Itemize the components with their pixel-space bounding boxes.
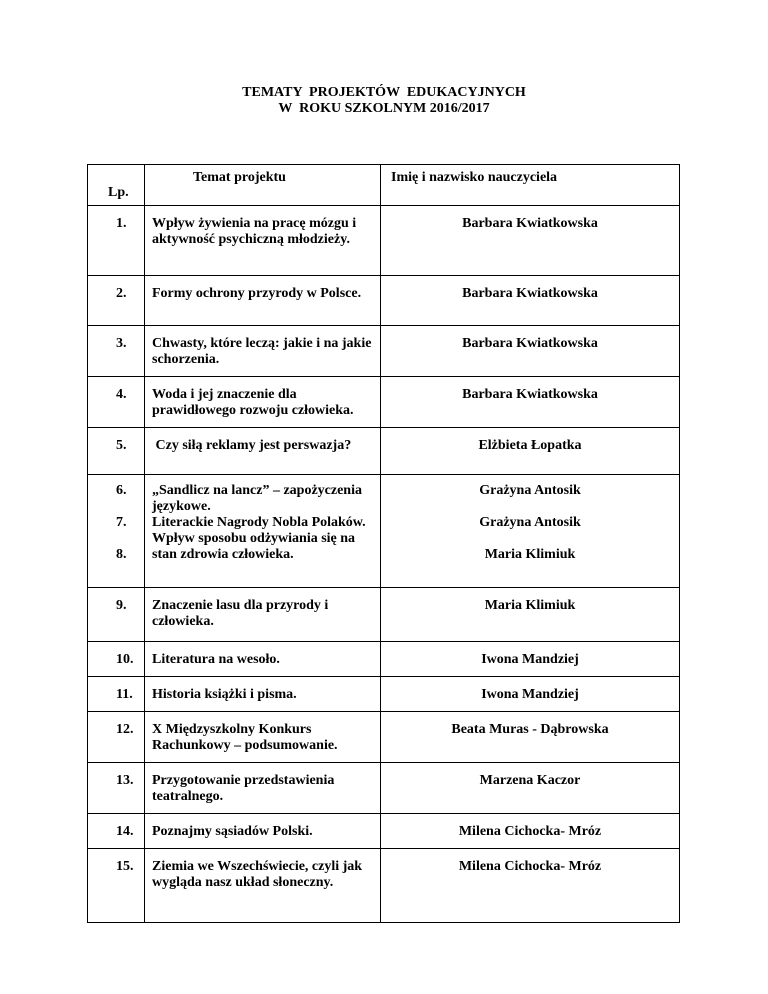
table-row bbox=[88, 276, 680, 326]
table-row bbox=[88, 206, 680, 276]
row-number: 3. bbox=[88, 326, 145, 377]
row-teacher: Beata Muras - Dąbrowska bbox=[381, 712, 680, 763]
row-topic: Wpływ żywienia na pracę mózgu i aktywność psychiczną młodzieży. bbox=[145, 206, 381, 276]
row-number: 1. bbox=[88, 206, 145, 276]
row-teacher: Barbara Kwiatkowska bbox=[381, 206, 680, 276]
row-number: 12. bbox=[88, 712, 145, 763]
row-teacher: Milena Cichocka- Mróz bbox=[381, 849, 680, 923]
row-topic: Znaczenie lasu dla przyrody i człowieka. bbox=[145, 588, 381, 642]
table-row bbox=[88, 763, 680, 814]
table-row bbox=[88, 588, 680, 642]
row-teacher: Milena Cichocka- Mróz bbox=[381, 814, 680, 849]
row-number: 2. bbox=[88, 276, 145, 326]
row-teacher: Elżbieta Łopatka bbox=[381, 428, 680, 475]
row-topic: Chwasty, które leczą: jakie i na jakie schorzenia. bbox=[145, 326, 381, 377]
row-number: 4. bbox=[88, 377, 145, 428]
row-number: 7. bbox=[116, 515, 127, 530]
table-row bbox=[88, 377, 680, 428]
row-teacher: Iwona Mandziej bbox=[381, 642, 680, 677]
row-topic: Poznajmy sąsiadów Polski. bbox=[145, 814, 381, 849]
row-topic: Czy siłą reklamy jest perswazja? bbox=[145, 428, 381, 475]
group-topics bbox=[145, 475, 381, 588]
document-title-line-1: TEMATY PROJEKTÓW EDUKACYJNYCH bbox=[242, 85, 526, 100]
group-numbers bbox=[88, 475, 145, 588]
row-topic: Woda i jej znaczenie dla prawidłowego rozwoju człowieka. bbox=[145, 377, 381, 428]
row-teacher: Barbara Kwiatkowska bbox=[381, 326, 680, 377]
document-title-line-2: W ROKU SZKOLNYM 2016/2017 bbox=[278, 101, 490, 116]
row-teacher: Grażyna Antosik bbox=[479, 483, 581, 498]
row-teacher: Maria Klimiuk bbox=[381, 588, 680, 642]
row-number: 10. bbox=[88, 642, 145, 677]
group-teachers bbox=[381, 475, 680, 588]
row-teacher: Grażyna Antosik bbox=[479, 515, 581, 530]
row-teacher: Iwona Mandziej bbox=[381, 677, 680, 712]
row-topic: Przygotowanie przedstawienia teatralnego. bbox=[145, 763, 381, 814]
table-header-row bbox=[88, 165, 680, 206]
row-topic: Wpływ sposobu odżywiania się na stan zdrowia człowieka. bbox=[152, 531, 356, 562]
column-header-topic: Temat projektu bbox=[145, 165, 381, 206]
row-teacher: Maria Klimiuk bbox=[484, 547, 576, 562]
table-row bbox=[88, 849, 680, 923]
row-number: 8. bbox=[116, 547, 127, 562]
column-header-teacher: Imię i nazwisko nauczyciela bbox=[381, 165, 680, 206]
row-number: 6. bbox=[116, 483, 127, 498]
row-topic: Historia książki i pisma. bbox=[145, 677, 381, 712]
table-row bbox=[88, 814, 680, 849]
row-number: 11. bbox=[88, 677, 145, 712]
table-row bbox=[88, 428, 680, 475]
table-row bbox=[88, 642, 680, 677]
column-header-lp: Lp. bbox=[88, 165, 145, 206]
projects-table bbox=[87, 164, 680, 923]
row-topic: Ziemia we Wszechświecie, czyli jak wygląda nasz układ słoneczny. bbox=[145, 849, 381, 923]
row-number: 9. bbox=[88, 588, 145, 642]
row-number: 13. bbox=[88, 763, 145, 814]
row-topic: X Międzyszkolny Konkurs Rachunkowy – podsumowanie. bbox=[145, 712, 381, 763]
table-row bbox=[88, 712, 680, 763]
row-number: 5. bbox=[88, 428, 145, 475]
row-topic: Literatura na wesoło. bbox=[145, 642, 381, 677]
row-topic: Literackie Nagrody Nobla Polaków. bbox=[152, 515, 366, 530]
table-row bbox=[88, 677, 680, 712]
row-number: 14. bbox=[88, 814, 145, 849]
row-teacher: Marzena Kaczor bbox=[381, 763, 680, 814]
table-row-group bbox=[88, 475, 680, 588]
row-teacher: Barbara Kwiatkowska bbox=[381, 377, 680, 428]
row-number: 15. bbox=[88, 849, 145, 923]
row-topic: Formy ochrony przyrody w Polsce. bbox=[145, 276, 381, 326]
row-topic: „Sandlicz na lancz” – zapożyczenia językowe. bbox=[152, 483, 362, 514]
row-teacher: Barbara Kwiatkowska bbox=[381, 276, 680, 326]
table-row bbox=[88, 326, 680, 377]
